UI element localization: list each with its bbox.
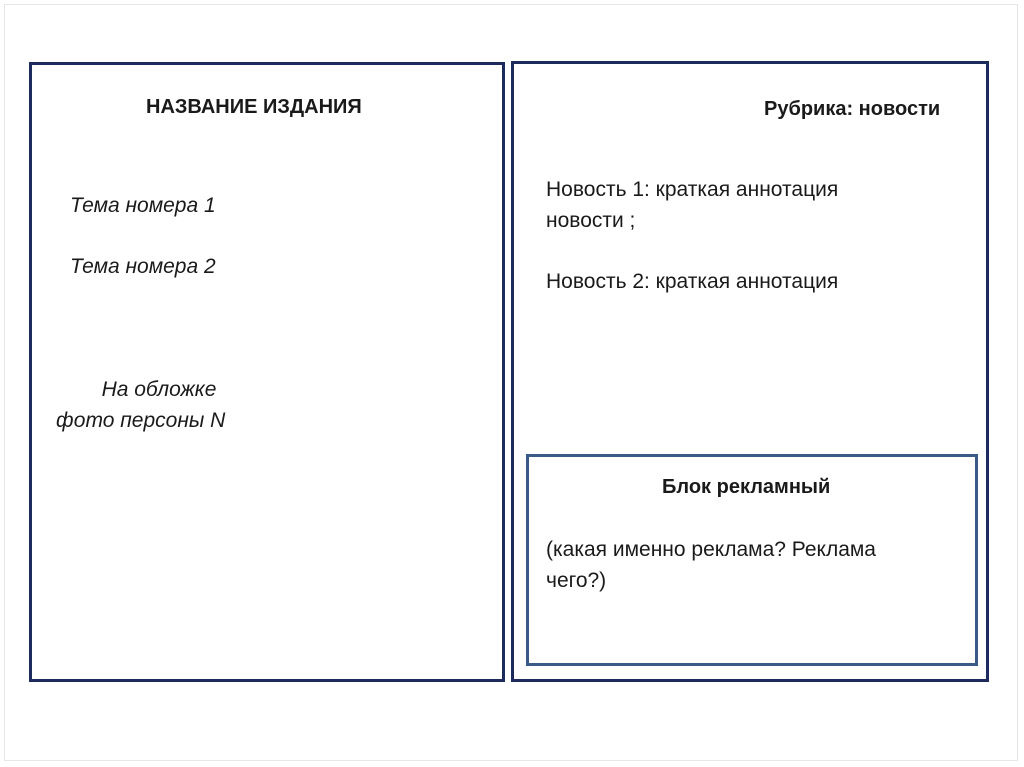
- news-item-1-line2: новости ;: [546, 209, 636, 232]
- cover-title: НАЗВАНИЕ ИЗДАНИЯ: [146, 96, 362, 118]
- cover-topic-2: Тема номера 2: [70, 255, 216, 278]
- ad-text-line1: (какая именно реклама? Реклама: [546, 538, 876, 561]
- cover-photo-note-line2: фото персоны N: [56, 409, 226, 432]
- news-item-2: Новость 2: краткая аннотация: [546, 270, 839, 293]
- cover-panel: [29, 62, 505, 682]
- news-item-1-line1: Новость 1: краткая аннотация: [546, 178, 839, 201]
- cover-photo-note-line1: На обложке: [101, 378, 217, 401]
- ad-title: Блок рекламный: [662, 476, 831, 498]
- ad-text-line2: чего?): [546, 569, 607, 592]
- news-rubric: Рубрика: новости: [764, 98, 941, 120]
- cover-topic-1: Тема номера 1: [70, 194, 216, 217]
